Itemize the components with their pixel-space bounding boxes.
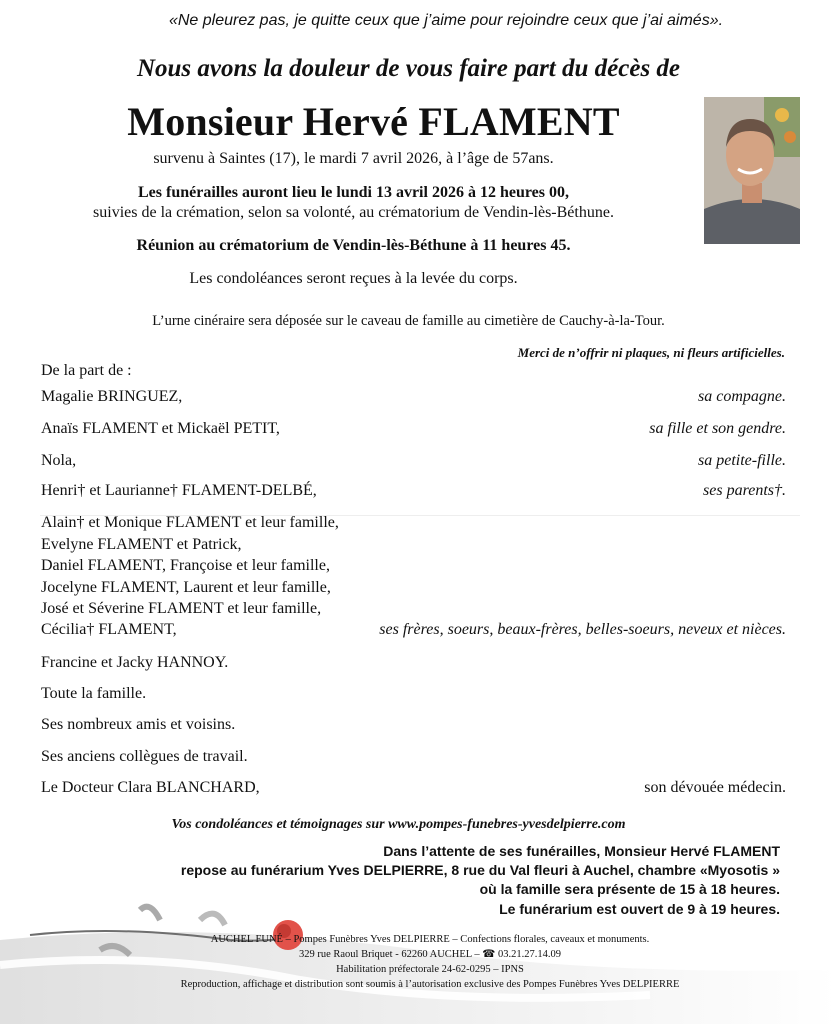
family-name: Nola, — [41, 452, 77, 469]
family-row — [41, 388, 786, 406]
sibling-line: Daniel FLAMENT, Françoise et leur famille, — [41, 557, 330, 574]
other-line: Francine et Jacky HANNOY. — [41, 654, 229, 671]
family-role: sa compagne. — [698, 388, 786, 405]
footer-line: Reproduction, affichage et distribution sont soumis à l’autorisation exclusive des Pompes Funèbres Yves DELPIERRE — [180, 979, 680, 990]
funeral-line-1: Les funérailles auront lieu le lundi 13 avril 2026 à 12 heures 00, — [138, 184, 569, 201]
condolences-info: Les condoléances seront reçues à la levée du corps. — [189, 270, 518, 287]
opening-hours: Le funérarium est ouvert de 9 à 19 heures. — [499, 901, 780, 917]
other-line: Toute la famille. — [41, 685, 147, 702]
rest-line: repose au funérarium Yves DELPIERRE, 8 rue du Val fleuri à Auchel, chambre «Myosotis » — [180, 862, 780, 878]
siblings-role: ses frères, soeurs, beaux-frères, belles-soeurs, neveux et nièces. — [379, 621, 786, 638]
family-name: Henri† et Laurianne† FLAMENT-DELBÉ, — [41, 482, 317, 499]
other-line: Ses anciens collègues de travail. — [41, 748, 248, 765]
other-line: Ses nombreux amis et voisins. — [41, 716, 236, 733]
family-name: Anaïs FLAMENT et Mickaël PETIT, — [41, 420, 280, 437]
footer-line: 329 rue Raoul Briquet - 62260 AUCHEL – ☎ 03.21.27.14.09 — [298, 949, 562, 960]
sibling-line: Alain† et Monique FLAMENT et leur famille, — [41, 514, 339, 531]
siblings-row — [41, 621, 786, 639]
funeral-line-2: suivies de la crémation, selon sa volonté, au crématorium de Vendin-lès-Béthune. — [93, 204, 614, 221]
family-row — [41, 420, 786, 438]
death-info: survenu à Saintes (17), le mardi 7 avril 2026, à l’âge de 57ans. — [153, 150, 554, 167]
urn-info: L’urne cinéraire sera déposée sur le caveau de famille au cimetière de Cauchy-à-la-Tour. — [152, 313, 665, 329]
sibling-line: Jocelyne FLAMENT, Laurent et leur famille, — [41, 579, 331, 596]
footer — [150, 932, 710, 992]
family-role: ses parents†. — [703, 482, 786, 499]
footer-line: AUCHEL FUNÉ – Pompes Funèbres Yves DELPIERRE – Confections florales, caveaux et monuments. — [210, 934, 650, 945]
epitaph-quote: «Ne pleurez pas, je quitte ceux que j’aime pour rejoindre ceux que j’ai aimés». — [168, 12, 724, 29]
no-flowers-note: Merci de n’offrir ni plaques, ni fleurs artificielles. — [517, 345, 785, 360]
announcement-heading: Nous avons la douleur de vous faire part du décès de — [136, 55, 681, 82]
website-line: Vos condoléances et témoignages sur www.pompes-funebres-yvesdelpierre.com — [171, 817, 626, 832]
deceased-name: Monsieur Hervé FLAMENT — [127, 99, 620, 144]
doctor-name: Le Docteur Clara BLANCHARD, — [41, 779, 260, 796]
from-label: De la part de : — [41, 362, 132, 379]
family-name: Magalie BRINGUEZ, — [41, 388, 183, 405]
sibling-line: Evelyne FLAMENT et Patrick, — [41, 536, 242, 553]
sibling-line: José et Séverine FLAMENT et leur famille, — [41, 600, 322, 617]
family-row — [41, 452, 786, 470]
rest-line: où la famille sera présente de 15 à 18 heures. — [479, 881, 780, 897]
family-role: sa fille et son gendre. — [649, 420, 786, 437]
rest-line: Dans l’attente de ses funérailles, Monsieur Hervé FLAMENT — [383, 843, 780, 859]
family-role: sa petite-fille. — [698, 452, 786, 469]
doctor-role: son dévouée médecin. — [644, 779, 786, 796]
sibling-line: Cécilia† FLAMENT, — [41, 621, 177, 638]
reunion-info: Réunion au crématorium de Vendin-lès-Béthune à 11 heures 45. — [136, 237, 571, 254]
doctor-row — [41, 779, 786, 797]
footer-line: Habilitation préfectorale 24-62-0295 – IPNS — [336, 964, 524, 975]
family-row — [41, 482, 786, 500]
